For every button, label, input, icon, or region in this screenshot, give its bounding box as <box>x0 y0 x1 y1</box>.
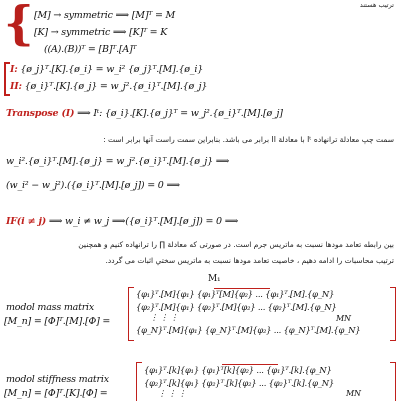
paragraph-1: سمت چپ معادلة ترانهاده Iᵗ با معادلة II برابر می باشد. بنابراین سمت راست آنها برابر است : <box>103 135 394 144</box>
difference-equation: (w_i² − w_j²).({ø_i}ᵀ.[M].[ø_j]) = 0 ⟹ <box>6 180 180 191</box>
mass-matrix-top-label: M₁ <box>208 274 221 284</box>
stiffness-matrix-definition: [M_n] = [Φ]ᵀ.[K].[Φ] = <box>4 388 108 399</box>
mass-matrix-row-2: {φ₂}ᵀ.[M]{φ₁} {φ₂}ᵀ.[M]{φ₂} ... {φ₂}ᵀ.[M].{φ_N} <box>136 302 337 312</box>
equation-i-body: {ø_j}ᵀ.[K].{ø_i} = w_i² {ø_j}ᵀ.[M].{ø_i} <box>17 64 204 75</box>
mass-matrix-mn: MN <box>336 314 351 323</box>
stiffness-matrix-row-1: {φ₁}ᵀ.[k]{φ₁} {φ₁}ᵀ[k]{φ₂} ... {φ₁}ᵀ.[k].{φ_N} <box>144 365 332 375</box>
symmetric-m-line: [M] → symmetric ⟹ [M]ᵀ = M <box>34 10 176 21</box>
stiffness-matrix-row-2: {φ₂}ᵀ.[k]{φ₁} {φ₂}ᵀ.[k]{φ₂} ... {φ₂}ᵀ.[k].{φ_N} <box>144 378 335 388</box>
transpose-product-rule: ((A).(B))ᵀ = [B]ᵀ.[A]ᵀ <box>44 44 137 55</box>
mass-matrix-right-bracket <box>390 287 396 341</box>
mass-matrix-row-1: {φ₁}ᵀ.[M]{φ₁} {φ₁}ᵀ[M]{φ₂} ... {φ₁}ᵀ.[M].{φ_N} <box>136 289 335 299</box>
equation-ii-body: {ø_i}ᵀ.[K].{ø_j} = w_j².{ø_i}ᵀ.[M].{ø_j} <box>21 81 208 92</box>
stiffness-matrix-right-bracket <box>390 362 396 401</box>
equation-ii-label: II: <box>10 81 22 92</box>
equation-i <box>10 64 203 75</box>
page-header: ترتيب هستند <box>359 1 394 9</box>
if-equation <box>6 216 238 227</box>
stiffness-matrix-title: modol stiffness matrix <box>6 374 109 385</box>
stiffness-matrix-row-3: ⋮ ⋮ ⋮ <box>158 389 187 398</box>
equation-ii <box>10 81 207 92</box>
mass-matrix-definition: [M_n] = [Φ]ᵀ.[M].[Φ] = <box>4 316 111 327</box>
transpose-equation <box>6 108 283 119</box>
stiffness-matrix-left-bracket <box>136 362 142 401</box>
mass-strike-mark <box>214 288 270 301</box>
stiffness-strike-mark <box>222 364 278 377</box>
if-body: ⟹ w_i ≠ w_j ⟹({ø_i}ᵀ.[M].[ø_j]) = 0 ⟹ <box>46 216 239 227</box>
symmetric-k-line: [K] → symmetric ⟹ [K]ᵀ = K <box>34 27 168 38</box>
equation-i-label: I: <box>10 64 18 75</box>
if-label: IF(i ≠ j) <box>6 216 46 227</box>
equality-equation: w_i².{ø_i}ᵀ.[M].{ø_j} = w_j².{ø_i}ᵀ.[M].{ø_j} ⟹ <box>6 156 230 167</box>
mass-matrix-row-4: {φ_N}ᵀ.[M]{φ₁} {φ_N}ᵀ.[M]{φ₂} ... {φ_N}ᵀ.[M].{φ_N} <box>136 325 361 335</box>
transpose-label: Transpose (I) <box>6 108 75 119</box>
paragraph-2-line-2: ترتيب محاسبات را ادامه دهيم ، خاصيت تعامد مودها نسبت به ماتريس سختي اثبات می گردد. <box>105 256 394 265</box>
brace-left: { <box>4 0 34 50</box>
mass-matrix-left-bracket <box>128 287 134 341</box>
mass-matrix-row-3: ⋮ ⋮ ⋮ <box>150 313 179 322</box>
stiffness-matrix-mn: MN <box>346 389 361 398</box>
mass-matrix-title: modol mass matrix <box>6 302 95 313</box>
paragraph-2-line-1: بين رابطه تعامد مودها نسبت به ماتريس جرم است. در صورتی كه معادلة ∏ را ترانهاده كنيم و همچنين <box>78 240 394 249</box>
transpose-body: ⟹ Iᵗ: {ø_i}.[K].{ø_j}ᵀ = w_j².{ø_i}ᵀ.[M].[ø_j] <box>74 108 283 119</box>
